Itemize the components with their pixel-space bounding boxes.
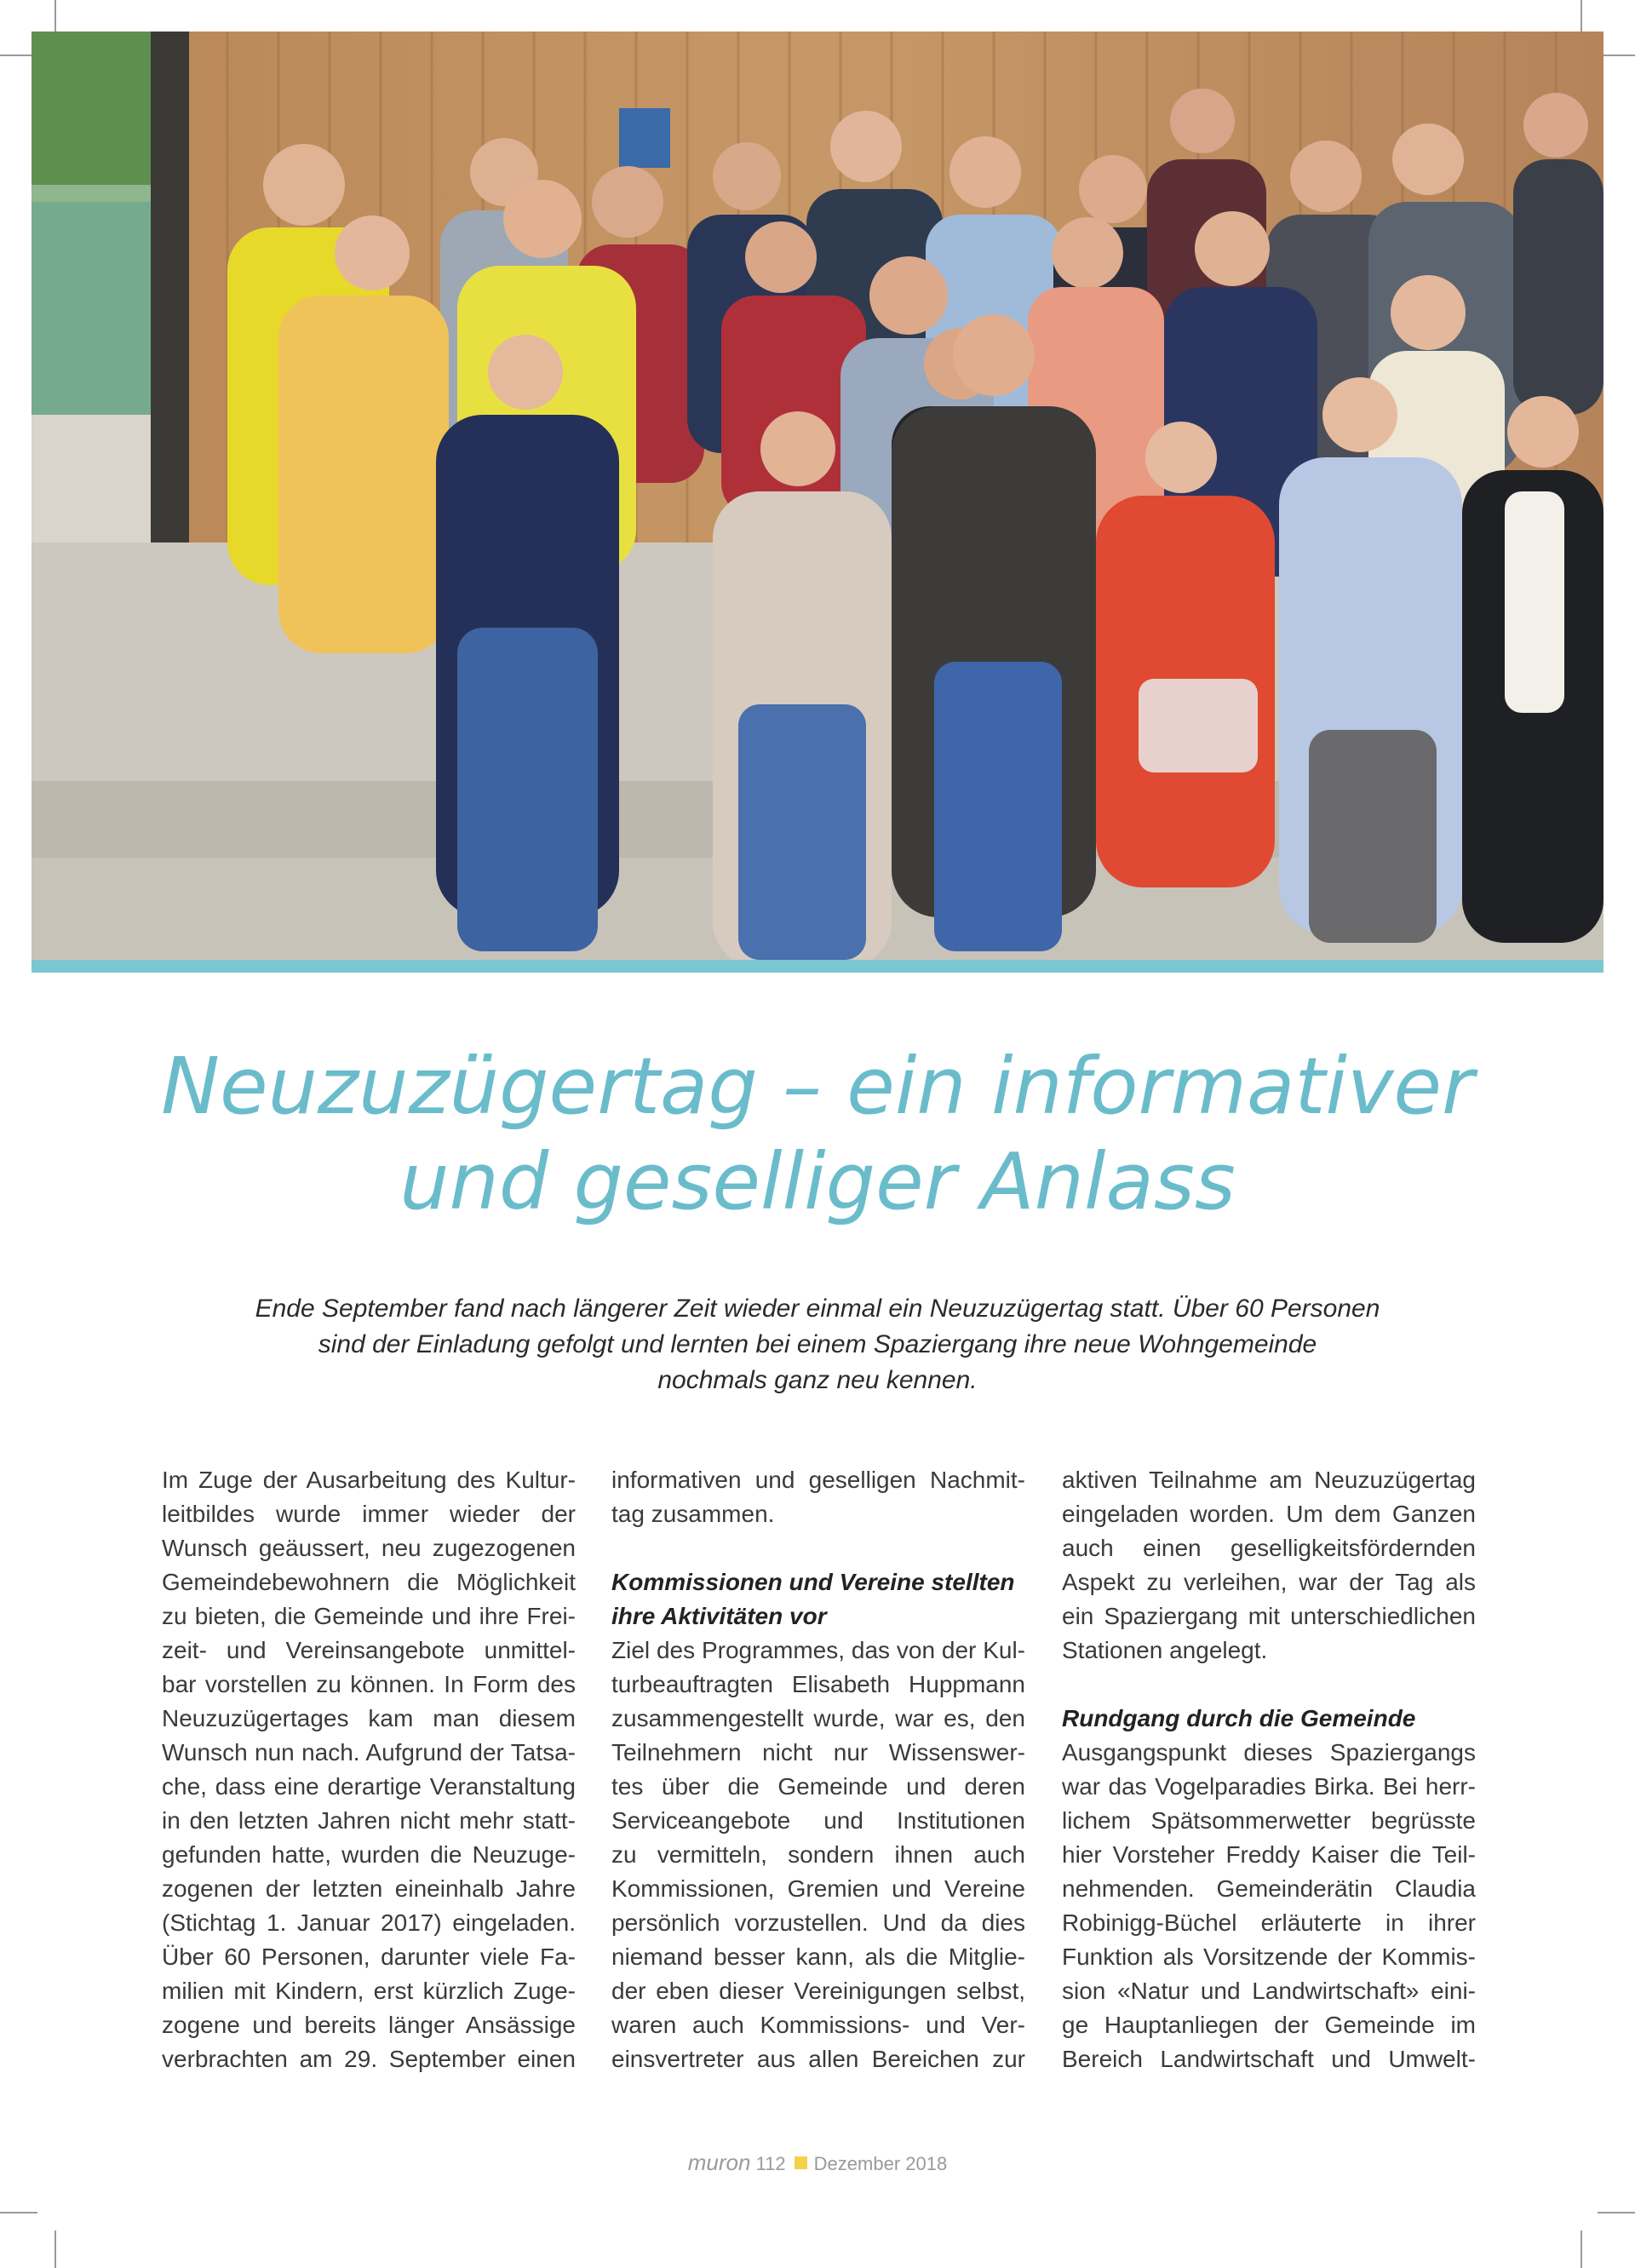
body-line: Serviceangebote und Institutionen bbox=[611, 1807, 1025, 1834]
article-column-1 bbox=[162, 1463, 576, 2076]
crop-mark bbox=[0, 2212, 37, 2213]
body-line: Im Zuge der Ausarbeitung des Kultur- bbox=[162, 1467, 576, 1493]
body-line: ein Spaziergang mit unterschiedlichen bbox=[1062, 1603, 1476, 1629]
body-line: zogene und bereits länger Ansässige bbox=[162, 2012, 576, 2038]
body-line: niemand besser kann, als die Mitglie- bbox=[611, 1944, 1025, 1970]
body-line: Aspekt zu verleihen, war der Tag als bbox=[1062, 1569, 1476, 1595]
crop-mark bbox=[1598, 2212, 1635, 2213]
body-line: tes über die Gemeinde und deren bbox=[611, 1773, 1025, 1800]
body-line: Wunsch geäussert, neu zugezogenen bbox=[162, 1535, 576, 1561]
article-lead bbox=[204, 1291, 1431, 1398]
body-line: Bereich Landwirtschaft und Umwelt- bbox=[1062, 2046, 1476, 2072]
crop-mark bbox=[54, 2231, 56, 2268]
section-heading: Rundgang durch die Gemeinde bbox=[1062, 1705, 1416, 1731]
body-line: hier Vorsteher Freddy Kaiser die Teil- bbox=[1062, 1841, 1476, 1868]
article-title bbox=[0, 1039, 1635, 1230]
body-line: zeit- und Vereinsangebote unmittel- bbox=[162, 1637, 576, 1663]
body-line: informativen und geselligen Nachmit- bbox=[611, 1467, 1025, 1493]
body-line: leitbildes wurde immer wieder der bbox=[162, 1501, 576, 1527]
page-footer bbox=[0, 2150, 1635, 2176]
body-line: ge Hauptanliegen der Gemeinde im bbox=[1062, 2012, 1476, 2038]
body-line: verbrachten am 29. September einen bbox=[162, 2046, 576, 2072]
body-line: Stationen angelegt. bbox=[1062, 1637, 1268, 1663]
lead-line: Ende September fand nach längerer Zeit wieder einmal ein Neuzuzügertag statt. Über 60 Personen bbox=[255, 1295, 1380, 1323]
body-line: Teilnehmern nicht nur Wissenswer- bbox=[611, 1739, 1025, 1766]
body-line: che, dass eine derartige Veranstaltung bbox=[162, 1773, 576, 1800]
lead-line: nochmals ganz neu kennen. bbox=[657, 1366, 978, 1394]
article-title-line: und geselliger Anlass bbox=[399, 1136, 1236, 1227]
body-line: zu vermitteln, sondern ihnen auch bbox=[611, 1841, 1025, 1868]
body-line: zu bieten, die Gemeinde und ihre Frei- bbox=[162, 1603, 576, 1629]
body-line: turbeauftragten Elisabeth Huppmann bbox=[611, 1671, 1025, 1697]
body-line: Wunsch nun nach. Aufgrund der Tatsa- bbox=[162, 1739, 576, 1766]
body-line: auch einen geselligkeitsfördernden bbox=[1062, 1535, 1476, 1561]
crop-mark bbox=[1580, 2231, 1582, 2268]
article-title-line: Neuzuzügertag – ein informativer bbox=[161, 1041, 1474, 1132]
body-line: Gemeindebewohnern die Möglichkeit bbox=[162, 1569, 576, 1595]
body-line: Ausgangspunkt dieses Spaziergangs bbox=[1062, 1739, 1476, 1766]
body-line: der eben dieser Vereinigungen selbst, bbox=[611, 1978, 1025, 2004]
body-line: tag zusammen. bbox=[611, 1501, 775, 1527]
issue-date: Dezember 2018 bbox=[813, 2153, 948, 2174]
body-line: eingeladen worden. Um dem Ganzen bbox=[1062, 1501, 1476, 1527]
group-photo-illustration bbox=[32, 32, 1603, 960]
paragraph-gap bbox=[1062, 1668, 1476, 1702]
body-line: war das Vogelparadies Birka. Bei herr- bbox=[1062, 1773, 1476, 1800]
body-line: lichem Spätsommerwetter begrüsste bbox=[1062, 1807, 1476, 1834]
article-column-2 bbox=[611, 1463, 1025, 2076]
section-heading: Kommissionen und Vereine stellten bbox=[611, 1569, 1015, 1595]
body-line: aktiven Teilnahme am Neuzuzügertag bbox=[1062, 1467, 1476, 1493]
article-column-3 bbox=[1062, 1463, 1476, 2076]
lead-line: sind der Einladung gefolgt und lernten bei einem Spaziergang ihre neue Wohngemeinde bbox=[318, 1330, 1317, 1358]
issue-number: 112 bbox=[755, 2153, 786, 2174]
body-line: Funktion als Vorsitzende der Kommis- bbox=[1062, 1944, 1476, 1970]
paragraph-gap bbox=[611, 1531, 1025, 1565]
magazine-name: muron bbox=[687, 2150, 751, 2175]
body-line: gefunden hatte, wurden die Neuzuge- bbox=[162, 1841, 576, 1868]
photo-divider bbox=[32, 960, 1603, 973]
body-line: persönlich vorzustellen. Und da dies bbox=[611, 1909, 1025, 1936]
body-line: milien mit Kindern, erst kürzlich Zuge- bbox=[162, 1978, 576, 2004]
body-line: waren auch Kommissions- und Ver- bbox=[611, 2012, 1025, 2038]
body-line: einsvertreter aus allen Bereichen zur bbox=[611, 2046, 1025, 2072]
body-line: Neuzuzügertages kam man diesem bbox=[162, 1705, 576, 1731]
body-line: nehmenden. Gemeinderätin Claudia bbox=[1062, 1875, 1476, 1902]
body-line: Robinigg-Büchel erläuterte in ihrer bbox=[1062, 1909, 1476, 1936]
body-line: Über 60 Personen, darunter viele Fa- bbox=[162, 1944, 576, 1970]
body-line: bar vorstellen zu können. In Form des bbox=[162, 1671, 576, 1697]
body-line: sion «Natur und Landwirtschaft» eini- bbox=[1062, 1978, 1476, 2004]
body-line: (Stichtag 1. Januar 2017) eingeladen. bbox=[162, 1909, 576, 1936]
footer-square-icon bbox=[795, 2156, 807, 2169]
group-photo bbox=[32, 32, 1603, 960]
section-heading: ihre Aktivitäten vor bbox=[611, 1603, 827, 1629]
body-line: zogenen der letzten eineinhalb Jahre bbox=[162, 1875, 576, 1902]
body-line: in den letzten Jahren nicht mehr statt- bbox=[162, 1807, 576, 1834]
body-line: Ziel des Programmes, das von der Kul- bbox=[611, 1637, 1025, 1663]
body-line: Kommissionen, Gremien und Vereine bbox=[611, 1875, 1025, 1902]
body-line: zusammengestellt wurde, war es, den bbox=[611, 1705, 1025, 1731]
